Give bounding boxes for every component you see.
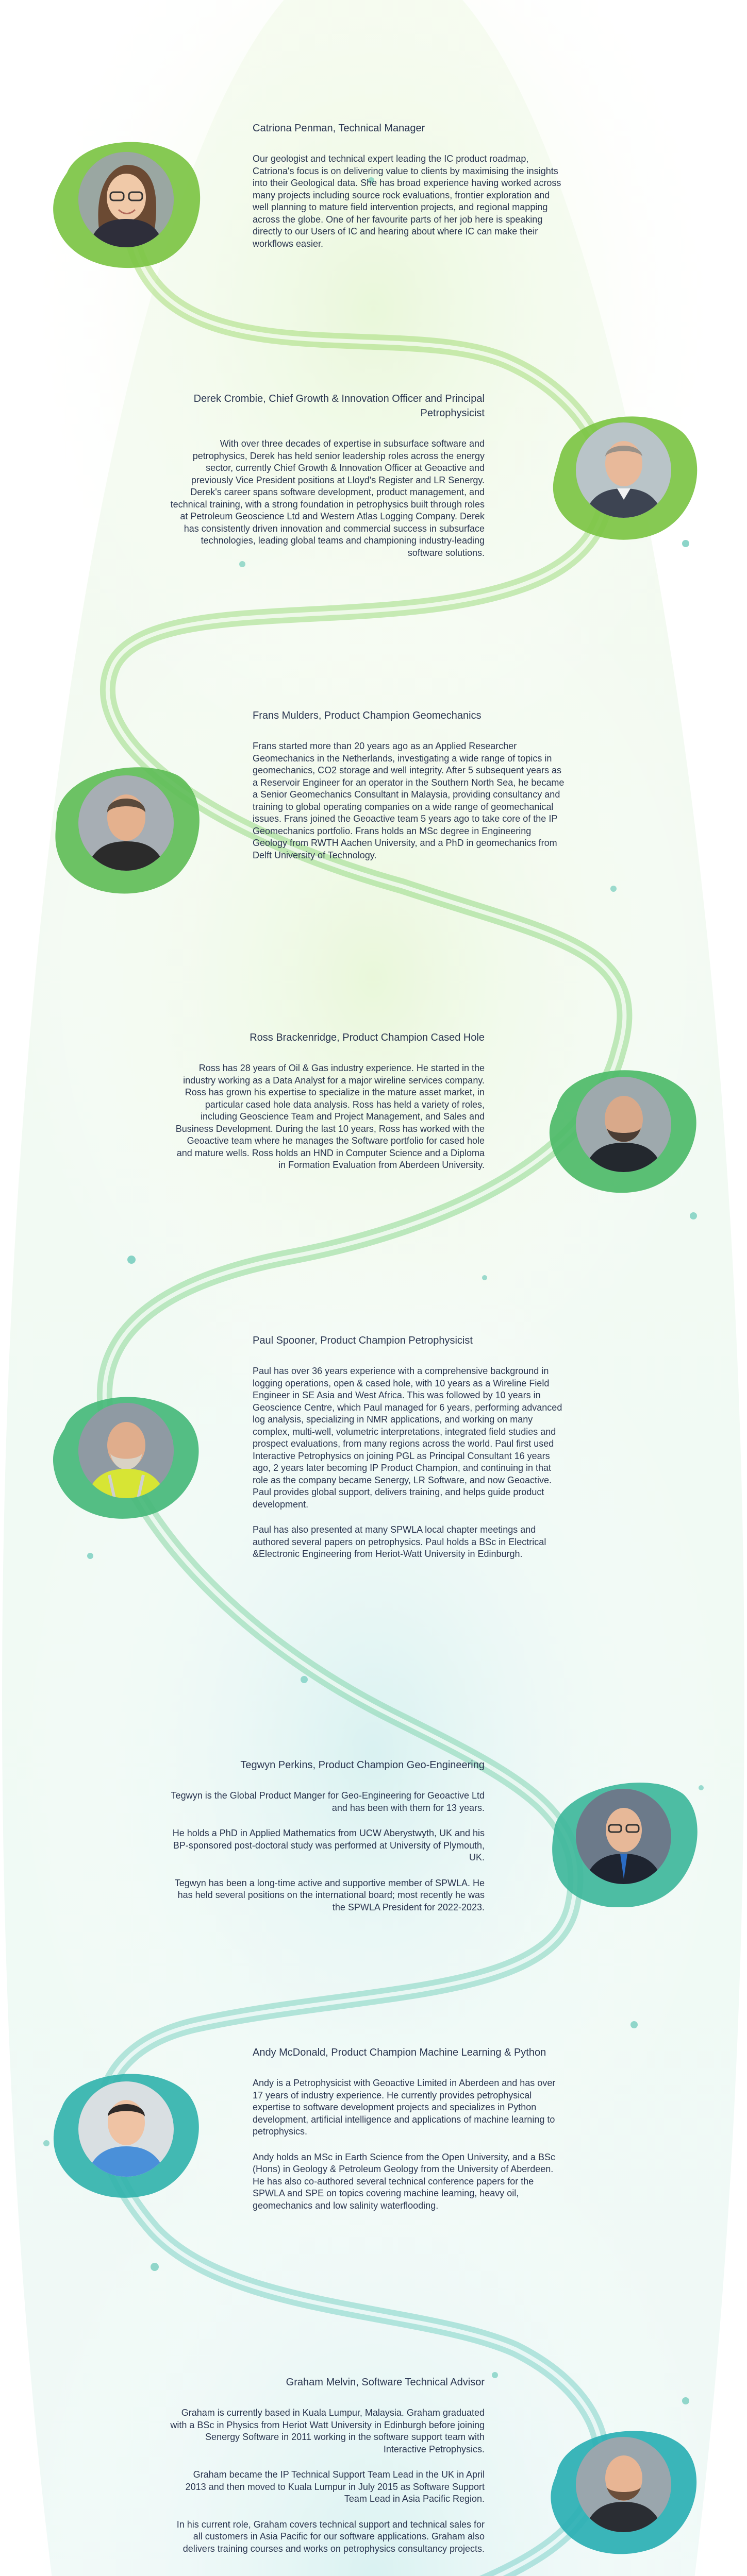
bio-paragraph: Graham became the IP Technical Support Team Lead in the UK in April 2013 and then moved to Kuala Lumpur in July 2015 as Software Support Team Lead in Asia Pacific Region.	[185, 2469, 485, 2504]
member-name: Ross Brackenridge, Product Champion Cased Hole	[250, 1032, 485, 1043]
bio-paragraph: Graham is currently based in Kuala Lumpur, Malaysia. Graham graduated with a BSc in Physics from Heriot Watt University in Edinburgh before joining Senergy Software in 2011 working in the software support team with Interactive Petrophysics.	[170, 2408, 485, 2454]
bio-paragraph: He holds a PhD in Applied Mathematics from UCW Aberystwyth, UK and his BP-sponsored post-doctoral study was performed at University of Plymouth, UK.	[172, 1828, 485, 1862]
avatar	[576, 1789, 671, 1884]
member-text	[253, 708, 567, 861]
member-bio	[170, 1062, 485, 1172]
member-bio	[253, 153, 567, 250]
member-text	[253, 121, 567, 250]
bio-paragraph: Our geologist and technical expert leading the IC product roadmap, Catriona's focus is on delivering value to clients by maximising the insights into their Geological data. She has broad experience having worked across many projects including source rock evaluations, frontier exploration and well planning to mature field intervention projects, and regional mapping across the globe. One of her favourite parts of her job here is speaking directly to our Users of IC and hearing about where IC can make their workflows easier.	[253, 154, 561, 249]
avatar	[78, 775, 174, 871]
member-bio	[170, 2407, 485, 2555]
member-name: Andy McDonald, Product Champion Machine Learning & Python	[253, 2047, 546, 2058]
avatar	[78, 1403, 174, 1498]
avatar	[78, 2081, 174, 2177]
avatar	[576, 1077, 671, 1172]
member-photo	[46, 755, 201, 894]
bio-paragraph: Paul has also presented at many SPWLA local chapter meetings and authored several papers on petrophysics. Paul holds a BSc in Electrical &Electronic Engineering from Heriot-Watt University in Edinburgh.	[253, 1524, 546, 1559]
member-bio	[170, 438, 485, 559]
bio-paragraph: Frans started more than 20 years ago as an Applied Researcher Geomechanics in the Netherlands, investigating a wide range of topics in geomechanics, CO2 storage and well integrity. After 5 subsequent years as a Reservoir Engineer for an operator in the Southern North Sea, he became a Senior Geomechanics Consultant in Malaysia, providing consultancy and training to global operating companies on a wide range of geomechanical issues. Frans joined the Geoactive team 5 years ago to take core of the IP Geomechanics portfolio. Frans holds an MSc degree in Engineering Geology from RWTH Aachen University, and a PhD in geomechanics from Delft University of Technology.	[253, 741, 565, 860]
member-photo	[46, 131, 201, 270]
member-text	[253, 1333, 567, 1561]
bio-paragraph: Tegwyn is the Global Product Manger for Geo-Engineering for Geoactive Ltd and has been with them for 13 years.	[171, 1790, 485, 1813]
bio-paragraph: Andy is a Petrophysicist with Geoactive Limited in Aberdeen and has over 17 years of industry experience. He currently provides petrophysical expertise to software development projects and specializes in Python development, artificial intelligence and applications of machine learning to petrophysics.	[253, 2078, 556, 2137]
bio-paragraph: Andy holds an MSc in Earth Science from the Open University, and a BSc (Hons) in Geology & Petroleum Geology from the University of Aberdeen. He has also co-authored several technical conference papers for the SPWLA and SPE on topics covering machine learning, heavy oil, geomechanics and low salinity waterflooding.	[253, 2151, 555, 2211]
member-name: Tegwyn Perkins, Product Champion Geo-Engineering	[240, 1759, 485, 1771]
member-photo	[46, 1382, 201, 1521]
bio-paragraph: Paul has over 36 years experience with a comprehensive background in logging operations, open & cased hole, with 10 years as a Wireline Field Engineer in SE Asia and West Africa. This was followed by 10 years in Geoscience Centre, which Paul managed for 6 years, performing advanced log analysis, specializing in NMR applications, and working on many complex, multi-well, volumetric interpretations, integrated field studies and prospect evaluations, from many regions across the world. Paul first used Interactive Petrophysics on joining PGL as Principal Consultant 16 years ago, 2 years later becoming IP Product Champion, and continuing in that role as the company became Senergy, LR Software, and now Geoactive. Paul provides global support, delivers training, and helps guide product development.	[253, 1366, 562, 1510]
bio-paragraph: With over three decades of expertise in subsurface software and petrophysics, Derek has held senior leadership roles across the energy sector, currently Chief Growth & Innovation Officer at Geoactive and previously Vice President positions at Lloyd's Register and LR Senergy. Derek's career spans software development, product management, and technical training, with a strong foundation in petrophysics built through roles at Petroleum Geoscience Ltd and Western Atlas Logging Company. Derek has consistently driven innovation and commercial success in subsurface technologies, leading global teams and championing industry-leading software solutions.	[170, 438, 485, 558]
member-text	[170, 392, 485, 559]
bio-paragraph: In his current role, Graham covers technical support and technical sales for all customers in Asia Pacific for our software applications. Graham also delivers training courses and works on petrophysics consultancy projects.	[176, 2519, 485, 2554]
bio-paragraph: Tegwyn has been a long-time active and supportive member of SPWLA. He has held several positions on the international board; most recently he was the SPWLA President for 2022-2023.	[174, 1877, 485, 1912]
member-name: Derek Crombie, Chief Growth & Innovation Officer and Principal Petrophysicist	[193, 393, 485, 419]
member-name: Paul Spooner, Product Champion Petrophysicist	[253, 1335, 473, 1346]
member-photo	[544, 1056, 699, 1195]
member-photo	[544, 402, 699, 541]
member-bio	[170, 1790, 485, 1913]
member-photo	[46, 2061, 201, 2200]
member-bio	[253, 1365, 567, 1561]
avatar	[576, 2437, 671, 2532]
member-text	[253, 2045, 567, 2212]
member-bio	[253, 2077, 567, 2212]
member-bio	[253, 740, 567, 861]
avatar	[78, 152, 174, 247]
member-name: Graham Melvin, Software Technical Advisor	[286, 2377, 485, 2388]
member-name: Catriona Penman, Technical Manager	[253, 123, 425, 134]
member-photo	[544, 2416, 699, 2555]
member-text	[170, 2375, 485, 2555]
member-photo	[544, 1768, 699, 1907]
member-text	[170, 1758, 485, 1913]
bio-paragraph: Ross has 28 years of Oil & Gas industry experience. He started in the industry working as a Data Analyst for a major wireline services company. Ross has grown his expertise to specialize in the mature asset market, in particular cased hole data analysis. Ross has held a variety of roles, including Geoscience Team and Project Management, and Sales and Business Development. During the last 10 years, Ross has worked with the Geoactive team where he manages the Software portfolio for cased hole and mature wells. Ross holds an HND in Computer Science and a Diploma in Formation Evaluation from Aberdeen University.	[175, 1063, 485, 1170]
member-text	[170, 1030, 485, 1172]
member-name: Frans Mulders, Product Champion Geomechanics	[253, 710, 482, 721]
avatar	[576, 422, 671, 518]
